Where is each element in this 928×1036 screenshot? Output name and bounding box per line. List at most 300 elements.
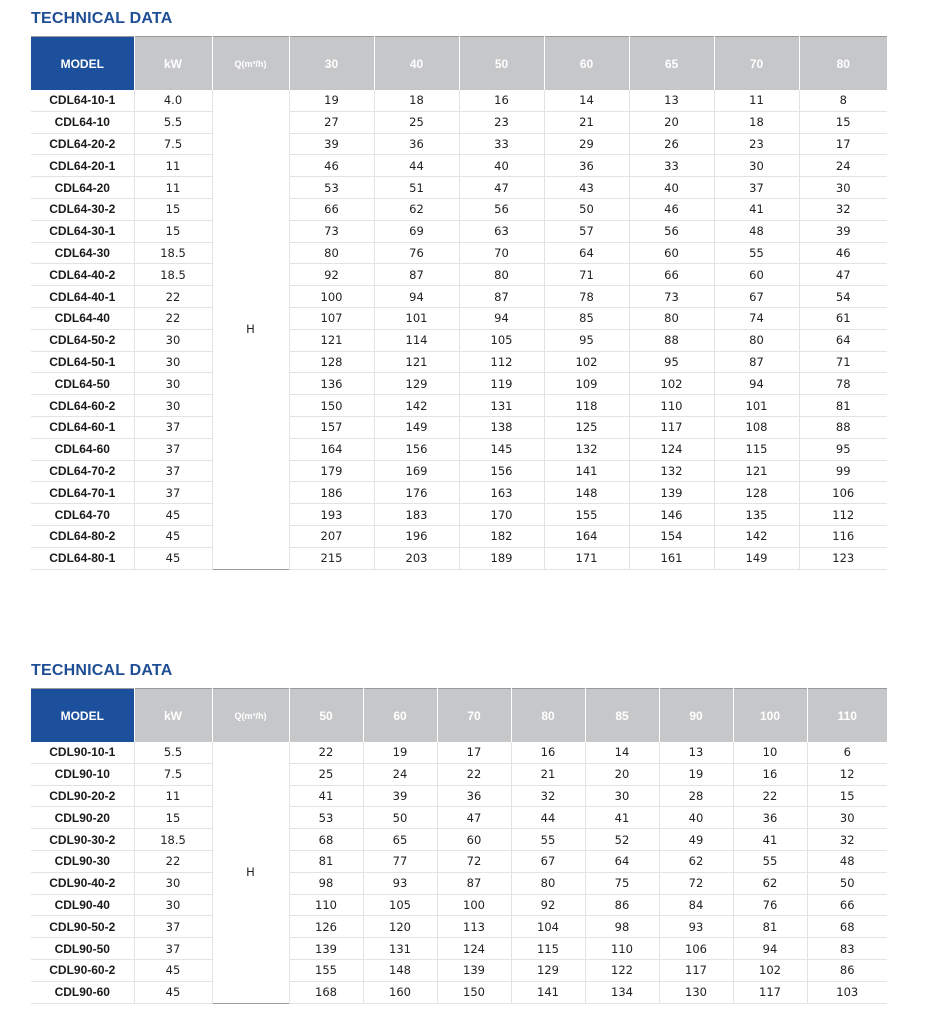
model-cell: CDL64-60 bbox=[31, 438, 134, 460]
head-value-cell: 19 bbox=[289, 90, 374, 111]
head-value-cell: 155 bbox=[544, 504, 629, 526]
head-value-cell: 92 bbox=[511, 894, 585, 916]
model-cell: CDL90-40-2 bbox=[31, 872, 134, 894]
head-value-cell: 115 bbox=[714, 438, 799, 460]
table-row bbox=[31, 547, 887, 569]
head-value-cell: 40 bbox=[459, 155, 544, 177]
head-value-cell: 73 bbox=[289, 220, 374, 242]
head-value-cell: 39 bbox=[799, 220, 887, 242]
head-value-cell: 66 bbox=[289, 198, 374, 220]
table-row bbox=[31, 307, 887, 329]
head-value-cell: 50 bbox=[544, 198, 629, 220]
head-value-cell: 65 bbox=[363, 829, 437, 851]
head-value-cell: 54 bbox=[799, 286, 887, 308]
kw-cell: 5.5 bbox=[134, 111, 212, 133]
model-cell: CDL64-40 bbox=[31, 307, 134, 329]
head-value-cell: 132 bbox=[629, 460, 714, 482]
head-value-cell: 41 bbox=[733, 829, 807, 851]
head-value-cell: 19 bbox=[659, 763, 733, 785]
head-value-cell: 32 bbox=[511, 785, 585, 807]
head-value-cell: 108 bbox=[714, 416, 799, 438]
head-label-cell: H bbox=[212, 90, 289, 569]
table-row bbox=[31, 242, 887, 264]
head-value-cell: 50 bbox=[363, 807, 437, 829]
model-cell: CDL90-10 bbox=[31, 763, 134, 785]
kw-cell: 37 bbox=[134, 460, 212, 482]
head-value-cell: 73 bbox=[629, 286, 714, 308]
head-value-cell: 168 bbox=[289, 981, 363, 1003]
flow-column-header: 70 bbox=[437, 689, 511, 743]
head-value-cell: 64 bbox=[799, 329, 887, 351]
head-value-cell: 14 bbox=[585, 742, 659, 763]
head-value-cell: 100 bbox=[437, 894, 511, 916]
head-value-cell: 112 bbox=[799, 504, 887, 526]
model-cell: CDL64-40-2 bbox=[31, 264, 134, 286]
head-value-cell: 121 bbox=[714, 460, 799, 482]
head-value-cell: 128 bbox=[289, 351, 374, 373]
head-value-cell: 10 bbox=[733, 742, 807, 763]
table-row bbox=[31, 482, 887, 504]
head-value-cell: 95 bbox=[799, 438, 887, 460]
head-value-cell: 15 bbox=[807, 785, 887, 807]
head-value-cell: 21 bbox=[511, 763, 585, 785]
table-row bbox=[31, 286, 887, 308]
kw-cell: 37 bbox=[134, 482, 212, 504]
head-value-cell: 37 bbox=[714, 177, 799, 199]
head-value-cell: 60 bbox=[629, 242, 714, 264]
head-value-cell: 149 bbox=[714, 547, 799, 569]
table-row bbox=[31, 959, 887, 981]
flow-column-header: 40 bbox=[374, 37, 459, 91]
section-title: TECHNICAL DATA bbox=[31, 662, 173, 679]
head-value-cell: 32 bbox=[799, 198, 887, 220]
table-row bbox=[31, 351, 887, 373]
head-value-cell: 141 bbox=[511, 981, 585, 1003]
head-value-cell: 68 bbox=[289, 829, 363, 851]
head-value-cell: 139 bbox=[289, 938, 363, 960]
head-value-cell: 85 bbox=[544, 307, 629, 329]
model-cell: CDL64-10 bbox=[31, 111, 134, 133]
head-value-cell: 179 bbox=[289, 460, 374, 482]
head-value-cell: 114 bbox=[374, 329, 459, 351]
head-value-cell: 67 bbox=[714, 286, 799, 308]
head-value-cell: 183 bbox=[374, 504, 459, 526]
head-value-cell: 72 bbox=[437, 850, 511, 872]
head-value-cell: 157 bbox=[289, 416, 374, 438]
head-value-cell: 21 bbox=[544, 111, 629, 133]
head-value-cell: 69 bbox=[374, 220, 459, 242]
head-value-cell: 56 bbox=[629, 220, 714, 242]
head-value-cell: 148 bbox=[544, 482, 629, 504]
model-cell: CDL90-60-2 bbox=[31, 959, 134, 981]
head-value-cell: 78 bbox=[544, 286, 629, 308]
table-row bbox=[31, 329, 887, 351]
model-cell: CDL64-20-2 bbox=[31, 133, 134, 155]
head-value-cell: 68 bbox=[807, 916, 887, 938]
table-row bbox=[31, 198, 887, 220]
head-value-cell: 13 bbox=[659, 742, 733, 763]
kw-cell: 30 bbox=[134, 351, 212, 373]
head-value-cell: 47 bbox=[799, 264, 887, 286]
head-value-cell: 28 bbox=[659, 785, 733, 807]
table-row bbox=[31, 438, 887, 460]
head-value-cell: 94 bbox=[733, 938, 807, 960]
head-value-cell: 40 bbox=[659, 807, 733, 829]
head-value-cell: 78 bbox=[799, 373, 887, 395]
head-value-cell: 33 bbox=[629, 155, 714, 177]
kw-cell: 11 bbox=[134, 177, 212, 199]
head-value-cell: 86 bbox=[585, 894, 659, 916]
section-title: TECHNICAL DATA bbox=[31, 10, 173, 27]
head-value-cell: 128 bbox=[714, 482, 799, 504]
kw-cell: 7.5 bbox=[134, 133, 212, 155]
table-row bbox=[31, 829, 887, 851]
head-value-cell: 39 bbox=[289, 133, 374, 155]
table-row bbox=[31, 916, 887, 938]
head-value-cell: 88 bbox=[799, 416, 887, 438]
head-value-cell: 87 bbox=[459, 286, 544, 308]
head-value-cell: 113 bbox=[437, 916, 511, 938]
kw-cell: 45 bbox=[134, 504, 212, 526]
head-value-cell: 102 bbox=[544, 351, 629, 373]
model-cell: CDL64-50 bbox=[31, 373, 134, 395]
model-cell: CDL64-10-1 bbox=[31, 90, 134, 111]
head-value-cell: 74 bbox=[714, 307, 799, 329]
head-value-cell: 22 bbox=[437, 763, 511, 785]
head-value-cell: 95 bbox=[544, 329, 629, 351]
model-cell: CDL90-50 bbox=[31, 938, 134, 960]
head-value-cell: 156 bbox=[374, 438, 459, 460]
kw-cell: 45 bbox=[134, 959, 212, 981]
head-value-cell: 118 bbox=[544, 395, 629, 417]
head-value-cell: 129 bbox=[374, 373, 459, 395]
head-value-cell: 36 bbox=[733, 807, 807, 829]
head-value-cell: 94 bbox=[714, 373, 799, 395]
head-value-cell: 8 bbox=[799, 90, 887, 111]
kw-cell: 30 bbox=[134, 329, 212, 351]
head-label-cell: H bbox=[212, 742, 289, 1003]
table-row bbox=[31, 785, 887, 807]
head-value-cell: 163 bbox=[459, 482, 544, 504]
kw-cell: 45 bbox=[134, 981, 212, 1003]
model-cell: CDL64-70-1 bbox=[31, 482, 134, 504]
head-value-cell: 146 bbox=[629, 504, 714, 526]
kw-cell: 7.5 bbox=[134, 763, 212, 785]
head-value-cell: 6 bbox=[807, 742, 887, 763]
model-cell: CDL90-50-2 bbox=[31, 916, 134, 938]
head-value-cell: 32 bbox=[807, 829, 887, 851]
head-value-cell: 27 bbox=[289, 111, 374, 133]
head-value-cell: 155 bbox=[289, 959, 363, 981]
head-value-cell: 24 bbox=[363, 763, 437, 785]
head-value-cell: 154 bbox=[629, 525, 714, 547]
technical-data-table bbox=[31, 36, 887, 570]
head-value-cell: 43 bbox=[544, 177, 629, 199]
head-value-cell: 150 bbox=[289, 395, 374, 417]
model-cell: CDL90-10-1 bbox=[31, 742, 134, 763]
head-value-cell: 30 bbox=[714, 155, 799, 177]
kw-cell: 4.0 bbox=[134, 90, 212, 111]
head-value-cell: 46 bbox=[799, 242, 887, 264]
head-value-cell: 29 bbox=[544, 133, 629, 155]
table-row bbox=[31, 111, 887, 133]
head-value-cell: 171 bbox=[544, 547, 629, 569]
head-value-cell: 87 bbox=[437, 872, 511, 894]
head-value-cell: 207 bbox=[289, 525, 374, 547]
head-value-cell: 139 bbox=[437, 959, 511, 981]
kw-cell: 22 bbox=[134, 850, 212, 872]
head-value-cell: 51 bbox=[374, 177, 459, 199]
head-value-cell: 132 bbox=[544, 438, 629, 460]
head-value-cell: 100 bbox=[289, 286, 374, 308]
flow-column-header: 50 bbox=[459, 37, 544, 91]
head-value-cell: 115 bbox=[511, 938, 585, 960]
head-value-cell: 41 bbox=[289, 785, 363, 807]
flow-column-header: 80 bbox=[799, 37, 887, 91]
kw-cell: 18.5 bbox=[134, 829, 212, 851]
flow-column-header: 85 bbox=[585, 689, 659, 743]
head-value-cell: 66 bbox=[807, 894, 887, 916]
model-cell: CDL64-70-2 bbox=[31, 460, 134, 482]
head-value-cell: 131 bbox=[459, 395, 544, 417]
kw-cell: 37 bbox=[134, 416, 212, 438]
kw-cell: 30 bbox=[134, 894, 212, 916]
table-row bbox=[31, 763, 887, 785]
head-value-cell: 141 bbox=[544, 460, 629, 482]
model-cell: CDL64-50-1 bbox=[31, 351, 134, 373]
table-row bbox=[31, 264, 887, 286]
head-value-cell: 107 bbox=[289, 307, 374, 329]
head-value-cell: 48 bbox=[714, 220, 799, 242]
head-value-cell: 36 bbox=[374, 133, 459, 155]
model-cell: CDL64-30-1 bbox=[31, 220, 134, 242]
kw-cell: 45 bbox=[134, 547, 212, 569]
head-value-cell: 13 bbox=[629, 90, 714, 111]
head-value-cell: 55 bbox=[511, 829, 585, 851]
kw-column-header: kW bbox=[134, 689, 212, 743]
kw-cell: 30 bbox=[134, 373, 212, 395]
head-value-cell: 117 bbox=[733, 981, 807, 1003]
model-cell: CDL90-20-2 bbox=[31, 785, 134, 807]
head-value-cell: 16 bbox=[511, 742, 585, 763]
head-value-cell: 36 bbox=[544, 155, 629, 177]
table-row bbox=[31, 373, 887, 395]
table-row bbox=[31, 395, 887, 417]
head-value-cell: 60 bbox=[714, 264, 799, 286]
head-value-cell: 57 bbox=[544, 220, 629, 242]
head-value-cell: 67 bbox=[511, 850, 585, 872]
head-value-cell: 64 bbox=[585, 850, 659, 872]
flow-column-header: 80 bbox=[511, 689, 585, 743]
head-value-cell: 81 bbox=[799, 395, 887, 417]
head-value-cell: 18 bbox=[714, 111, 799, 133]
head-value-cell: 41 bbox=[585, 807, 659, 829]
head-value-cell: 105 bbox=[459, 329, 544, 351]
head-value-cell: 86 bbox=[807, 959, 887, 981]
head-value-cell: 39 bbox=[363, 785, 437, 807]
head-value-cell: 102 bbox=[733, 959, 807, 981]
head-value-cell: 76 bbox=[733, 894, 807, 916]
model-cell: CDL90-20 bbox=[31, 807, 134, 829]
model-cell: CDL64-70 bbox=[31, 504, 134, 526]
head-value-cell: 150 bbox=[437, 981, 511, 1003]
head-value-cell: 55 bbox=[714, 242, 799, 264]
table-row bbox=[31, 155, 887, 177]
head-value-cell: 53 bbox=[289, 807, 363, 829]
head-value-cell: 106 bbox=[799, 482, 887, 504]
technical-data-section-cdl90 bbox=[31, 661, 887, 1004]
head-value-cell: 120 bbox=[363, 916, 437, 938]
head-value-cell: 23 bbox=[714, 133, 799, 155]
table-row bbox=[31, 133, 887, 155]
head-value-cell: 11 bbox=[714, 90, 799, 111]
head-value-cell: 44 bbox=[511, 807, 585, 829]
head-value-cell: 80 bbox=[289, 242, 374, 264]
table-row bbox=[31, 938, 887, 960]
model-cell: CDL90-30 bbox=[31, 850, 134, 872]
kw-cell: 15 bbox=[134, 220, 212, 242]
flow-unit-header: Q(m³/h) bbox=[212, 37, 289, 91]
head-value-cell: 81 bbox=[733, 916, 807, 938]
head-value-cell: 106 bbox=[659, 938, 733, 960]
head-value-cell: 75 bbox=[585, 872, 659, 894]
head-value-cell: 40 bbox=[629, 177, 714, 199]
head-value-cell: 103 bbox=[807, 981, 887, 1003]
head-value-cell: 64 bbox=[544, 242, 629, 264]
head-value-cell: 176 bbox=[374, 482, 459, 504]
model-cell: CDL64-20 bbox=[31, 177, 134, 199]
model-cell: CDL64-40-1 bbox=[31, 286, 134, 308]
head-value-cell: 93 bbox=[363, 872, 437, 894]
kw-cell: 11 bbox=[134, 155, 212, 177]
head-value-cell: 196 bbox=[374, 525, 459, 547]
head-value-cell: 122 bbox=[585, 959, 659, 981]
model-cell: CDL64-30-2 bbox=[31, 198, 134, 220]
head-value-cell: 76 bbox=[374, 242, 459, 264]
head-value-cell: 80 bbox=[629, 307, 714, 329]
head-value-cell: 87 bbox=[374, 264, 459, 286]
head-value-cell: 17 bbox=[437, 742, 511, 763]
head-value-cell: 116 bbox=[799, 525, 887, 547]
head-value-cell: 47 bbox=[437, 807, 511, 829]
kw-cell: 37 bbox=[134, 938, 212, 960]
head-value-cell: 164 bbox=[289, 438, 374, 460]
model-column-header: MODEL bbox=[31, 37, 134, 91]
head-value-cell: 98 bbox=[585, 916, 659, 938]
head-value-cell: 101 bbox=[714, 395, 799, 417]
head-value-cell: 24 bbox=[799, 155, 887, 177]
kw-cell: 22 bbox=[134, 286, 212, 308]
head-value-cell: 30 bbox=[799, 177, 887, 199]
head-value-cell: 87 bbox=[714, 351, 799, 373]
head-value-cell: 92 bbox=[289, 264, 374, 286]
flow-column-header: 60 bbox=[544, 37, 629, 91]
head-value-cell: 56 bbox=[459, 198, 544, 220]
head-value-cell: 16 bbox=[459, 90, 544, 111]
head-value-cell: 63 bbox=[459, 220, 544, 242]
head-value-cell: 112 bbox=[459, 351, 544, 373]
head-value-cell: 18 bbox=[374, 90, 459, 111]
head-value-cell: 47 bbox=[459, 177, 544, 199]
head-value-cell: 17 bbox=[799, 133, 887, 155]
head-value-cell: 160 bbox=[363, 981, 437, 1003]
head-value-cell: 110 bbox=[585, 938, 659, 960]
head-value-cell: 124 bbox=[629, 438, 714, 460]
head-value-cell: 20 bbox=[585, 763, 659, 785]
model-cell: CDL64-80-2 bbox=[31, 525, 134, 547]
flow-column-header: 70 bbox=[714, 37, 799, 91]
kw-cell: 30 bbox=[134, 395, 212, 417]
head-value-cell: 19 bbox=[363, 742, 437, 763]
head-value-cell: 55 bbox=[733, 850, 807, 872]
head-value-cell: 93 bbox=[659, 916, 733, 938]
kw-cell: 18.5 bbox=[134, 242, 212, 264]
head-value-cell: 44 bbox=[374, 155, 459, 177]
model-cell: CDL90-40 bbox=[31, 894, 134, 916]
kw-cell: 37 bbox=[134, 438, 212, 460]
head-value-cell: 138 bbox=[459, 416, 544, 438]
head-value-cell: 110 bbox=[629, 395, 714, 417]
head-value-cell: 130 bbox=[659, 981, 733, 1003]
head-value-cell: 72 bbox=[659, 872, 733, 894]
model-cell: CDL64-60-2 bbox=[31, 395, 134, 417]
head-value-cell: 46 bbox=[289, 155, 374, 177]
head-value-cell: 15 bbox=[799, 111, 887, 133]
head-value-cell: 41 bbox=[714, 198, 799, 220]
head-value-cell: 121 bbox=[374, 351, 459, 373]
head-value-cell: 101 bbox=[374, 307, 459, 329]
table-row bbox=[31, 525, 887, 547]
head-value-cell: 215 bbox=[289, 547, 374, 569]
table-row bbox=[31, 981, 887, 1003]
kw-cell: 5.5 bbox=[134, 742, 212, 763]
head-value-cell: 48 bbox=[807, 850, 887, 872]
header-row bbox=[31, 37, 887, 91]
head-value-cell: 110 bbox=[289, 894, 363, 916]
table-row bbox=[31, 742, 887, 763]
head-value-cell: 99 bbox=[799, 460, 887, 482]
head-value-cell: 80 bbox=[511, 872, 585, 894]
head-value-cell: 109 bbox=[544, 373, 629, 395]
head-value-cell: 156 bbox=[459, 460, 544, 482]
head-value-cell: 98 bbox=[289, 872, 363, 894]
head-value-cell: 26 bbox=[629, 133, 714, 155]
head-value-cell: 33 bbox=[459, 133, 544, 155]
flow-column-header: 100 bbox=[733, 689, 807, 743]
head-value-cell: 80 bbox=[714, 329, 799, 351]
head-value-cell: 129 bbox=[511, 959, 585, 981]
head-value-cell: 186 bbox=[289, 482, 374, 504]
head-value-cell: 22 bbox=[289, 742, 363, 763]
head-value-cell: 123 bbox=[799, 547, 887, 569]
head-value-cell: 170 bbox=[459, 504, 544, 526]
flow-column-header: 30 bbox=[289, 37, 374, 91]
head-value-cell: 83 bbox=[807, 938, 887, 960]
head-value-cell: 30 bbox=[585, 785, 659, 807]
head-value-cell: 46 bbox=[629, 198, 714, 220]
table-row bbox=[31, 807, 887, 829]
head-value-cell: 125 bbox=[544, 416, 629, 438]
head-value-cell: 61 bbox=[799, 307, 887, 329]
model-cell: CDL64-50-2 bbox=[31, 329, 134, 351]
table-row bbox=[31, 416, 887, 438]
flow-column-header: 50 bbox=[289, 689, 363, 743]
technical-data-section-cdl64 bbox=[31, 9, 887, 570]
kw-cell: 22 bbox=[134, 307, 212, 329]
head-value-cell: 66 bbox=[629, 264, 714, 286]
head-value-cell: 62 bbox=[374, 198, 459, 220]
head-value-cell: 60 bbox=[437, 829, 511, 851]
